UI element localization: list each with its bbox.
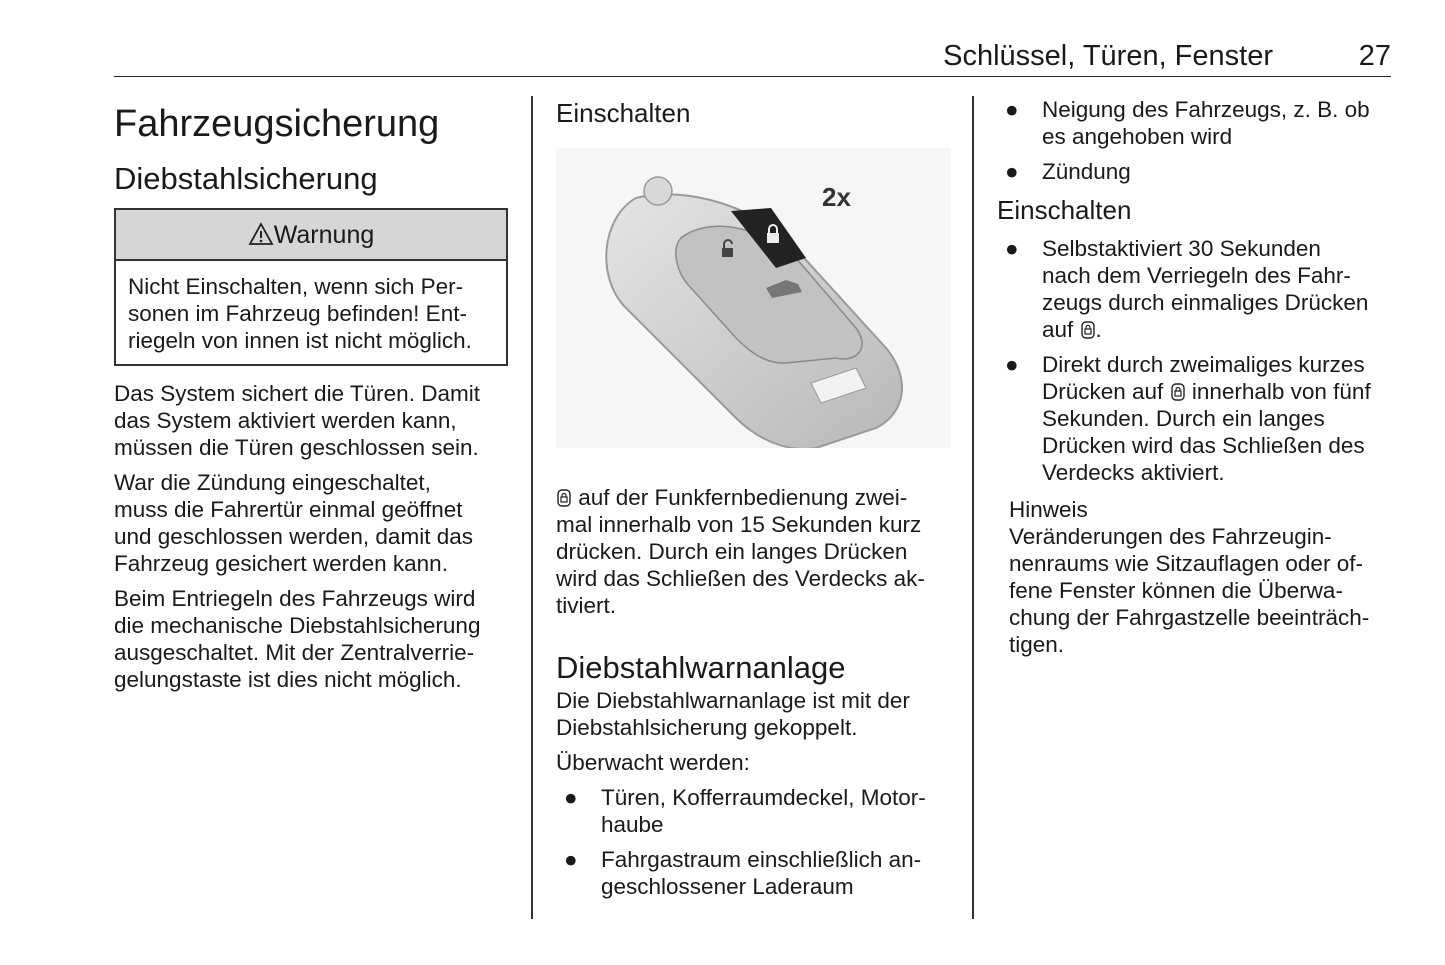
text-line: auf der Funkfernbedienung zwei- bbox=[572, 485, 908, 510]
subheading-einschalten: Einschalten bbox=[556, 98, 691, 128]
text-line: mal innerhalb von 15 Sekunden kurz bbox=[556, 512, 922, 537]
text-line: Direkt durch zweimaliges kurzes bbox=[1042, 352, 1365, 377]
column-1 bbox=[114, 96, 509, 701]
column-3 bbox=[997, 96, 1392, 658]
column-2 bbox=[556, 96, 951, 908]
text-line: wird das Schließen des Verdecks ak- bbox=[556, 566, 925, 591]
text-line: das System aktiviert werden kann, bbox=[114, 408, 457, 433]
paragraph bbox=[114, 469, 509, 577]
text-line: Beim Entriegeln des Fahrzeugs wird bbox=[114, 586, 476, 611]
text-line: Selbstaktiviert 30 Sekunden bbox=[1042, 236, 1321, 261]
keyring-knob bbox=[644, 177, 672, 205]
text-line: Türen, Kofferraumdeckel, Motor- bbox=[601, 785, 926, 810]
running-title: Schlüssel, Türen, Fenster bbox=[943, 40, 1273, 72]
paragraph bbox=[556, 484, 951, 619]
list-item: ● Zündung bbox=[1005, 159, 1131, 184]
text-line: Drücken wird das Schließen des bbox=[1042, 433, 1365, 458]
text-line: Zündung bbox=[1042, 159, 1131, 184]
warning-box bbox=[114, 208, 508, 366]
text-line: Neigung des Fahrzeugs, z. B. ob bbox=[1042, 97, 1370, 122]
text-line: riegeln von innen ist nicht möglich. bbox=[128, 328, 472, 353]
text-line: Die Diebstahlwarnanlage ist mit der bbox=[556, 688, 910, 713]
key-fob-figure bbox=[556, 148, 951, 454]
list-item: ● Fahrgastraum einschließlich an- geschlossener Laderaum bbox=[564, 847, 922, 899]
text-line: ausgeschaltet. Mit der Zentralverrie- bbox=[114, 640, 475, 665]
text-line: nenraums wie Sitzauflagen oder of- bbox=[1009, 551, 1363, 576]
column-divider bbox=[531, 96, 533, 919]
bullet-list bbox=[997, 235, 1392, 486]
note-block bbox=[997, 496, 1392, 658]
text-line: Sekunden. Durch ein langes bbox=[1042, 406, 1325, 431]
lock-icon bbox=[1080, 320, 1096, 340]
bullet-list bbox=[997, 96, 1392, 185]
text-line: fene Fenster können die Überwa- bbox=[1009, 578, 1343, 603]
paragraph: Überwacht werden: bbox=[556, 750, 750, 775]
text-line: müssen die Türen geschlossen sein. bbox=[114, 435, 479, 460]
press-count-label: 2x bbox=[822, 182, 851, 212]
list-item: ● Neigung des Fahrzeugs, z. B. ob es angehoben wird bbox=[1005, 97, 1370, 149]
text-line: drücken. Durch ein langes Drücken bbox=[556, 539, 908, 564]
text-line: und geschlossen werden, damit das bbox=[114, 524, 473, 549]
text-line: Veränderungen des Fahrzeugin- bbox=[1009, 524, 1332, 549]
warning-triangle-icon bbox=[248, 222, 274, 246]
text-line: Das System sichert die Türen. Damit bbox=[114, 381, 480, 406]
section-heading: Fahrzeugsicherung bbox=[114, 103, 440, 145]
text-line: tigen. bbox=[1009, 632, 1065, 657]
paragraph bbox=[114, 585, 509, 693]
warning-header bbox=[116, 210, 506, 261]
text-line: Nicht Einschalten, wenn sich Per- bbox=[128, 274, 464, 299]
subsection-heading: Diebstahlsicherung bbox=[114, 161, 378, 196]
text-line: Diebstahlsicherung gekoppelt. bbox=[556, 715, 858, 740]
text-line: chung der Fahrgastzelle beeinträch- bbox=[1009, 605, 1370, 630]
page-header bbox=[114, 40, 1391, 77]
note-title: Hinweis bbox=[1009, 497, 1088, 522]
column-divider bbox=[972, 96, 974, 919]
text-line: zeugs durch einmaliges Drücken bbox=[1042, 290, 1369, 315]
section-heading-alarm: Diebstahlwarnanlage bbox=[556, 650, 846, 685]
bullet-list bbox=[556, 784, 951, 900]
text-line: Verdecks aktiviert. bbox=[1042, 460, 1225, 485]
text-fragment: Drücken auf bbox=[1042, 379, 1170, 404]
warning-text bbox=[116, 261, 506, 364]
text-line: haube bbox=[601, 812, 664, 837]
list-item: ● Selbstaktiviert 30 Sekunden nach dem Verriegeln des Fahr- zeugs durch einmaliges Drücken auf . bbox=[1005, 236, 1369, 342]
text-line: Fahrzeug gesichert werden kann. bbox=[114, 551, 448, 576]
subheading-einschalten: Einschalten bbox=[997, 195, 1132, 225]
lock-icon bbox=[556, 488, 572, 508]
text-line: War die Zündung eingeschaltet, bbox=[114, 470, 431, 495]
warning-title: Warnung bbox=[273, 221, 375, 249]
text-line: es angehoben wird bbox=[1042, 124, 1233, 149]
text-line: die mechanische Diebstahlsicherung bbox=[114, 613, 481, 638]
text-line: muss die Fahrertür einmal geöffnet bbox=[114, 497, 463, 522]
text-line: tiviert. bbox=[556, 593, 617, 618]
page-number: 27 bbox=[1358, 40, 1391, 72]
text-line: nach dem Verriegeln des Fahr- bbox=[1042, 263, 1351, 288]
text-line: gelungstaste ist dies nicht möglich. bbox=[114, 667, 462, 692]
key-fob-illustration bbox=[556, 148, 951, 448]
paragraph bbox=[114, 380, 509, 461]
list-item: ● Türen, Kofferraumdeckel, Motor- haube bbox=[564, 785, 926, 837]
paragraph bbox=[556, 687, 951, 741]
text-line: Fahrgastraum einschließlich an- bbox=[601, 847, 922, 872]
list-item: ● Direkt durch zweimaliges kurzes Drücken auf innerhalb von fünf Sekunden. Durch ein langes Drücken wird das Schließen des Verdecks aktiviert. bbox=[1005, 352, 1371, 485]
text-line: geschlossener Laderaum bbox=[601, 874, 854, 899]
text-fragment: innerhalb von fünf bbox=[1185, 379, 1371, 404]
text-line: sonen im Fahrzeug befinden! Ent- bbox=[128, 301, 467, 326]
text-fragment: auf bbox=[1042, 317, 1080, 342]
text-fragment: . bbox=[1095, 317, 1102, 342]
lock-icon bbox=[1170, 382, 1186, 402]
